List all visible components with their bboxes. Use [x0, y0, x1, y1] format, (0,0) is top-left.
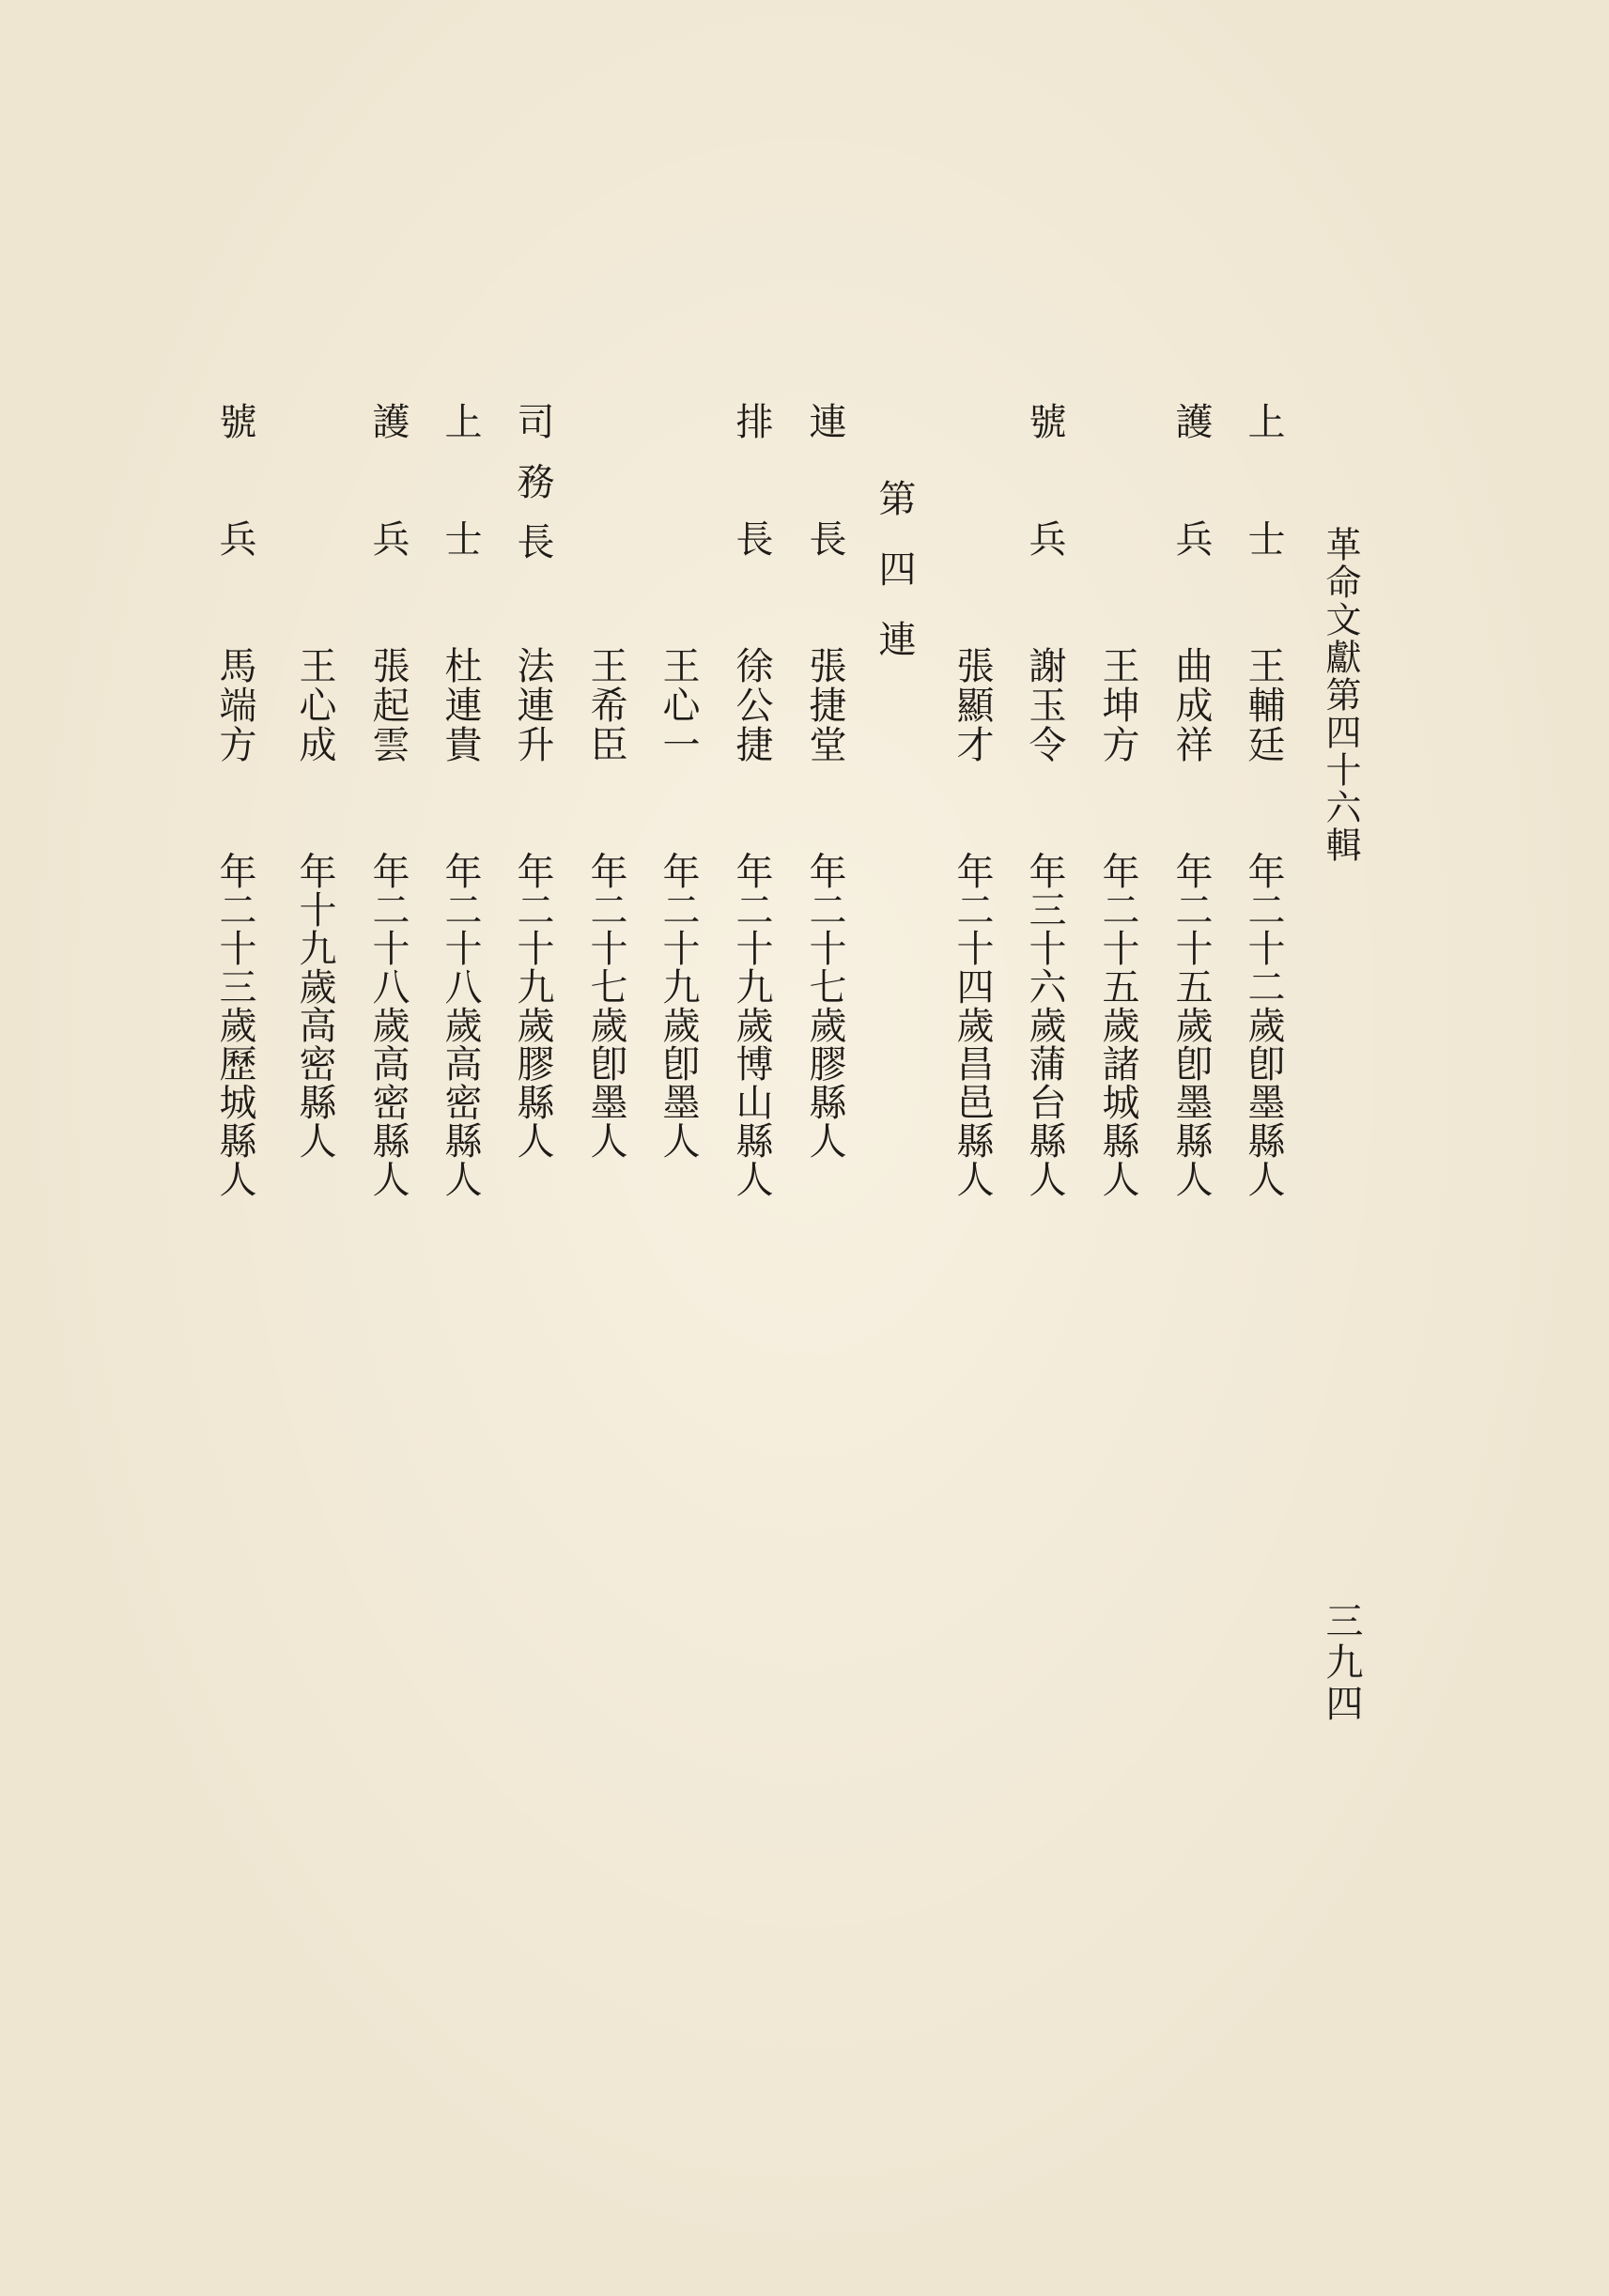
age-origin: 年十九歲高密縣人 [293, 852, 336, 1160]
section-heading: 第四連 [873, 479, 916, 690]
person-name: 曲成祥 [1169, 646, 1213, 764]
age-origin: 年二十八歲高密縣人 [439, 852, 482, 1198]
person-name: 王心成 [293, 646, 336, 764]
person-name: 謝玉令 [1023, 646, 1066, 764]
running-title: 革命文獻第四十六輯 [1320, 526, 1361, 864]
age-origin: 年二十五歲諸城縣人 [1096, 852, 1139, 1198]
age-origin: 年二十九歲卽墨人 [657, 852, 700, 1160]
age-origin: 年二十四歲昌邑縣人 [951, 852, 994, 1198]
rank-label: 號兵 [213, 402, 256, 637]
age-origin: 年二十七歲卽墨人 [584, 852, 627, 1160]
age-origin: 年二十二歲卽墨縣人 [1242, 852, 1285, 1198]
rank-label: 號兵 [1023, 402, 1066, 637]
rank-label: 排長 [730, 402, 773, 637]
person-name: 馬端方 [213, 646, 256, 764]
age-origin: 年三十六歲蒲台縣人 [1023, 852, 1066, 1198]
age-origin: 年二十三歲歷城縣人 [213, 852, 256, 1198]
age-origin: 年二十九歲博山縣人 [730, 852, 773, 1198]
person-name: 法連升 [511, 646, 554, 764]
person-name: 張顯才 [951, 646, 994, 764]
person-name: 杜連貴 [439, 646, 482, 764]
age-origin: 年二十八歲高密縣人 [366, 852, 410, 1198]
person-name: 張捷堂 [803, 646, 846, 764]
person-name: 張起雲 [366, 646, 410, 764]
rank-label: 護兵 [1169, 402, 1213, 637]
rank-label: 上士 [439, 402, 482, 637]
person-name: 王心一 [657, 646, 700, 764]
person-name: 王坤方 [1096, 646, 1139, 764]
rank-label: 連長 [803, 402, 846, 637]
age-origin: 年二十七歲膠縣人 [803, 852, 846, 1160]
rank-label: 司務長 [511, 402, 554, 582]
person-name: 王希臣 [584, 646, 627, 764]
person-name: 王輔廷 [1242, 646, 1285, 764]
person-name: 徐公捷 [730, 646, 773, 764]
page-number: 三九四 [1320, 1601, 1363, 1725]
rank-label: 上士 [1242, 402, 1285, 637]
rank-label: 護兵 [366, 402, 410, 637]
age-origin: 年二十五歲卽墨縣人 [1169, 852, 1213, 1198]
age-origin: 年二十九歲膠縣人 [511, 852, 554, 1160]
